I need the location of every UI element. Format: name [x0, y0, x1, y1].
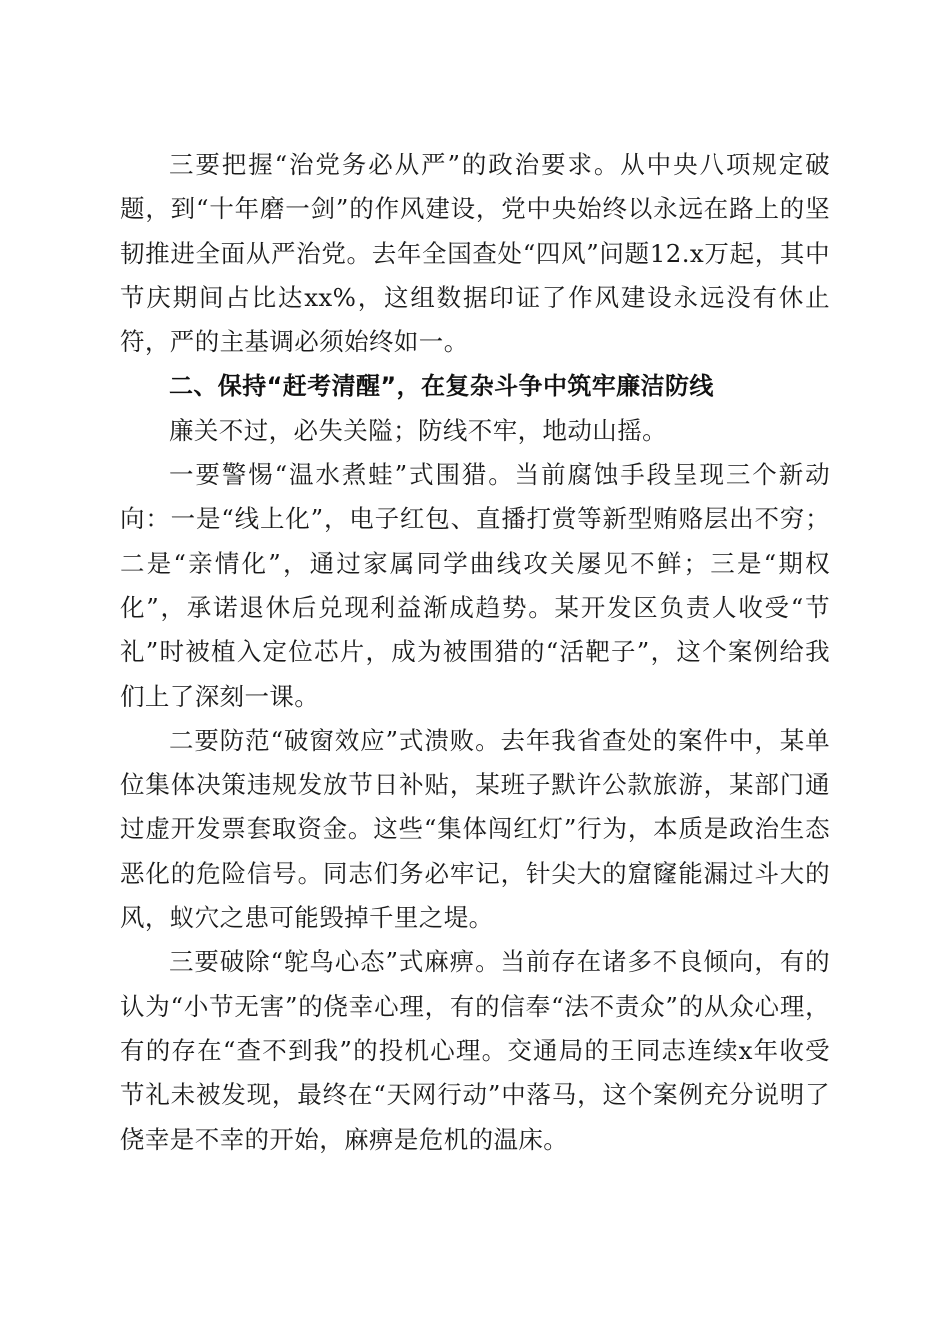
- paragraph-intro: 廉关不过，必失关隘；防线不牢，地动山摇。: [169, 415, 667, 445]
- paragraph-warning-three: 三要破除“鸵鸟心态”式麻痹。当前存在诸多不良倾向，有的认为“小节无害”的侥幸心理，有的信奉“法不责众”的从众心理，有的存在“查不到我”的投机心理。交通局的王同志连续x年收受节礼未被发现，最终在“天网行动”中落马，这个案例充分说明了侥幸是不幸的开始，麻痹是危机的温床。: [120, 947, 830, 1154]
- section-heading-two: 二、保持“赶考清醒”，在复杂斗争中筑牢廉洁防线: [169, 372, 714, 401]
- paragraph-warning-one: 一要警惕“温水煮蛙”式围猎。当前腐蚀手段呈现三个新动向：一是“线上化”，电子红包、直播打赏等新型贿赂层出不穷；二是“亲情化”，通过家属同学曲线攻关屡见不鲜；三是“期权化”，承诺退休后兑现利益渐成趋势。某开发区负责人收受“节礼”时被植入定位芯片，成为被围猎的“活靶子”，这个案例给我们上了深刻一课。: [120, 460, 830, 711]
- paragraph-political-requirement: 三要把握“治党务必从严”的政治要求。从中央八项规定破题，到“十年磨一剑”的作风建设，党中央始终以永远在路上的坚韧推进全面从严治党。去年全国查处“四风”问题12.x万起，其中节庆期间占比达xx%，这组数据印证了作风建设永远没有休止符，严的主基调必须始终如一。: [120, 150, 830, 357]
- paragraph-warning-two: 二要防范“破窗效应”式溃败。去年我省查处的案件中，某单位集体决策违规发放节日补贴，某班子默许公款旅游，某部门通过虚开发票套取资金。这些“集体闯红灯”行为，本质是政治生态恶化的危险信号。同志们务必牢记，针尖大的窟窿能漏过斗大的风，蚁穴之患可能毁掉千里之堤。: [120, 725, 830, 933]
- document-body: [120, 143, 830, 1162]
